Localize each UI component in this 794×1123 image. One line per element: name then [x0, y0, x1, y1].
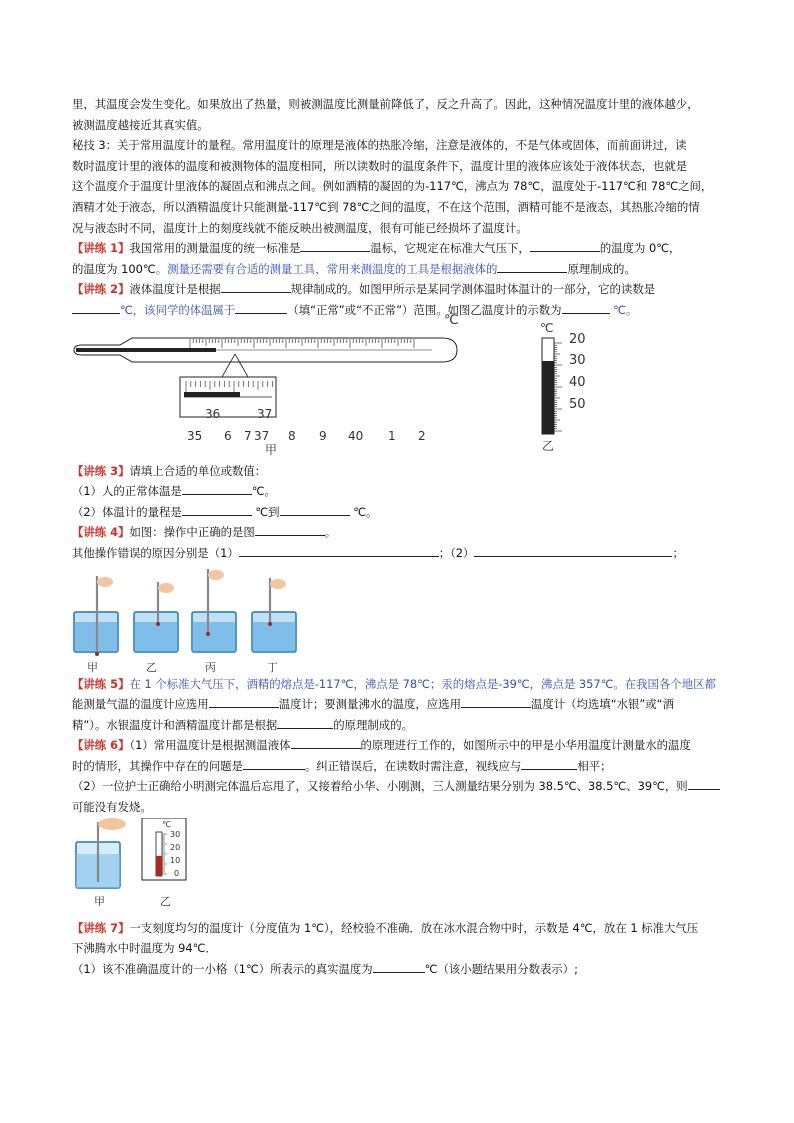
question-text: 一支刻度均匀的温度计（分度值为 1℃），经校验不准确．放在冰水混合物中时，示数是 4℃，放在 1 标准大气压 — [129, 920, 699, 935]
lab-scale-label: 20 — [569, 331, 586, 347]
scale-label: 35 — [187, 428, 203, 443]
exercise-5-cont2 — [72, 715, 722, 736]
magnified-label: 37 — [257, 406, 273, 421]
scale-label: 2 — [418, 428, 426, 443]
exercise-4 — [72, 522, 722, 543]
question-text: ； — [672, 545, 684, 560]
answer-blank[interactable] — [474, 544, 672, 557]
water — [252, 622, 296, 652]
exercise-5-cont — [72, 694, 722, 715]
clinical-thermometer-diagram — [72, 321, 722, 461]
unit-label: ℃ — [162, 819, 171, 829]
figure-thermometers — [72, 312, 722, 461]
question-text: 的原理制成的。 — [333, 717, 413, 732]
question-text: （1）该不准确温度计的一小格（1℃）所表示的真实温度为 — [72, 961, 373, 976]
beaker-caption: 乙 — [146, 660, 157, 674]
question-text: 请填上合适的单位或数值： — [129, 463, 267, 478]
question-text: 的原理进行工作的，如图所示中的甲是小华用温度计测量水的温度 — [360, 738, 691, 753]
exercise-4-cont — [72, 543, 722, 564]
water — [192, 622, 236, 652]
hand-icon — [98, 818, 126, 830]
exercise-tag: 【讲练 3】 — [72, 463, 130, 478]
question-text: ℃。 — [609, 302, 638, 317]
question-text: 我国常用的测量温度的统一标准是 — [129, 241, 301, 256]
exercise-tag: 【讲练 4】 — [72, 525, 130, 540]
answer-blank[interactable] — [291, 736, 361, 749]
question-text: 。纠正错误后，在读数时需注意，视线应与 — [304, 758, 522, 773]
lab-unit-label: ℃ — [540, 320, 554, 335]
question-text: 的温度为 0℃， — [599, 241, 681, 256]
question-text: 原理制成的。 — [567, 261, 636, 276]
answer-blank[interactable] — [72, 301, 120, 314]
magnified-mercury — [184, 392, 240, 397]
question-text: 液体温度计是根据 — [129, 282, 221, 297]
question-text: 温度计（均选填“水银”或“酒 — [530, 697, 674, 712]
question-text: 规律制成的。如图甲所示是某同学测体温时体温计的一部分，它的读数是 — [290, 282, 656, 297]
intro-line: 里，其温度会发生变化。如果放出了热量，则被测温度比测量前降低了，反之升高了。因此，这种情况温度计里的液体越少， — [72, 97, 699, 111]
exercise-6 — [72, 735, 722, 756]
question-text: ℃到 — [251, 504, 280, 519]
exercise-3-q2 — [72, 502, 722, 523]
caption-jia: 甲 — [94, 894, 105, 908]
lab-thermometer-ticks — [554, 343, 562, 431]
exercise-2 — [72, 279, 722, 300]
question-text: ℃。 — [251, 484, 276, 499]
answer-blank[interactable] — [182, 503, 252, 516]
magnified-label: 36 — [205, 406, 221, 421]
intro-line: 被测温度越接近其真实值。 — [72, 117, 209, 132]
answer-blank[interactable] — [280, 503, 350, 516]
question-text: 时的情形，其操作中存在的问题是 — [72, 758, 243, 773]
hand-icon — [158, 583, 174, 593]
scale-label: 20 — [170, 842, 181, 852]
answer-blank[interactable] — [530, 239, 600, 252]
exercise-1 — [72, 238, 722, 259]
answer-blank[interactable] — [221, 280, 291, 293]
answer-blank[interactable] — [235, 301, 287, 314]
beaker-diagram — [72, 564, 722, 674]
question-text: ℃。 — [349, 504, 378, 519]
question-text: 温度计；要测量沸水的温度，应选用 — [278, 697, 461, 712]
exercise-3 — [72, 461, 722, 482]
question-text: 能测量气温的温度计应选用 — [72, 697, 209, 712]
exercise-tag: 【讲练 6】 — [72, 738, 130, 753]
answer-blank[interactable] — [243, 757, 305, 770]
exercise-6-q2-cont — [72, 797, 722, 818]
lab-scale-label: 30 — [569, 352, 586, 368]
question-text: ℃，该同学的体温属于 — [120, 302, 236, 317]
question-text: 精”）。水银温度计和酒精温度计都是根据 — [72, 717, 278, 732]
thermometer-bulb — [206, 632, 210, 636]
caption-jia: 甲 — [265, 442, 278, 457]
lab-scale-label: 50 — [569, 396, 586, 412]
thermometer-bulb — [156, 622, 160, 626]
figure-beakers — [72, 564, 722, 674]
beaker-caption: 丁 — [267, 660, 278, 674]
question-text: （2）一位护士正确给小明测完体温后忘甩了，又接着给小华、小刚测，三人测量结果分别为 38.5℃、38.5℃、39℃，则 — [72, 779, 688, 794]
answer-blank[interactable] — [182, 482, 252, 495]
question-text: （2）体温计的量程是 — [72, 504, 182, 519]
answer-blank[interactable] — [688, 777, 720, 790]
exercise-tag: 【讲练 1】 — [72, 241, 130, 256]
exercise-7 — [72, 918, 722, 939]
exercise-7-cont — [72, 938, 722, 959]
question-text: 可能没有发烧。 — [72, 800, 152, 815]
question-text: 。 — [324, 525, 337, 540]
unit-label: ℃ — [444, 312, 459, 328]
exercise-6-cont — [72, 756, 722, 777]
beaker-caption: 甲 — [87, 660, 98, 674]
question-text: 温标，它规定在标准大气压下， — [370, 241, 530, 256]
scale-label: 10 — [170, 855, 181, 865]
question-text: ；（2） — [438, 545, 475, 560]
thermometer-liquid — [156, 856, 162, 876]
caption-yi: 乙 — [160, 894, 171, 908]
mercury-column — [76, 348, 216, 352]
question-text: 其他操作错误的原因分别是（1） — [72, 545, 239, 560]
lab-scale-label: 40 — [569, 374, 586, 390]
thermometer-bulb — [268, 622, 272, 626]
tip-line: 况与液态时不同，温度计上的刻度线就不能反映出被测温度，很有可能已经损坏了温度计。 — [72, 220, 528, 235]
tip-line: 这个温度介于温度计里液体的凝固点和沸点之间。例如酒精的凝固的为-117℃，沸点为 78℃，温度处于-117℃和 78℃之间， — [72, 179, 713, 194]
answer-blank[interactable] — [373, 960, 425, 973]
scale-label: 6 — [224, 428, 232, 443]
scale-label: 40 — [348, 428, 364, 443]
tip-line: 酒精才处于液态，所以酒精温度计只能测量-117℃到 78℃之间的温度，不在这个范围，酒精可能不是液态，其热胀冷缩的情 — [72, 199, 700, 214]
scale-label: 7 — [244, 428, 252, 443]
exercise-3-q1 — [72, 481, 722, 502]
exercise-6-q2 — [72, 776, 722, 797]
exercise-tag: 【讲练 7】 — [72, 920, 130, 935]
question-text: 的温度为 100℃ — [72, 261, 156, 276]
question-text: 相平； — [577, 758, 612, 773]
hand-icon — [97, 577, 113, 587]
question-text: 如图：操作中正确的是图 — [129, 525, 255, 540]
question-text: 下沸腾水中时温度为 94℃． — [72, 941, 217, 956]
answer-blank[interactable] — [209, 695, 279, 708]
question-text: ℃（该小题结果用分数表示）; — [424, 961, 578, 976]
answer-blank[interactable] — [562, 301, 610, 314]
hand-icon — [208, 570, 224, 580]
question-text: （填“正常”或“不正常”）范围。如图乙温度计的示数为 — [287, 302, 562, 317]
exercise-tag: 【讲练 5】 — [72, 676, 130, 691]
figure-exercise-6 — [72, 818, 722, 918]
tip-line: 数时温度计里的液体的温度和被测物体的温度相同，所以读数时的温度条件下，温度计里的液体应该处于液体状态，也就是 — [72, 158, 688, 173]
water — [134, 622, 178, 652]
question-text: 在 1 个标准大气压下，酒精的熔点是-117℃，沸点是 78℃；汞的熔点是-39℃，沸点是 357℃。在我国各个地区都 — [129, 676, 716, 691]
tip-line: 秘技 3：关于常用温度计的量程。常用温度计的原理是液体的热胀冷缩，注意是液体的，不是气体或固体，而前面讲过，读 — [72, 138, 687, 153]
answer-blank[interactable] — [239, 544, 439, 557]
scale-label: 30 — [170, 829, 181, 839]
hand-icon — [270, 579, 286, 589]
exercise-5 — [72, 674, 722, 695]
exercise-7-q1 — [72, 959, 722, 980]
answer-blank[interactable] — [255, 523, 325, 536]
question-text: （1）人的正常体温是 — [72, 484, 182, 499]
question-text: （1）常用温度计是根据测温液体 — [129, 738, 291, 753]
scale-label: 8 — [288, 428, 296, 443]
answer-blank[interactable] — [497, 260, 567, 273]
answer-blank[interactable] — [300, 239, 370, 252]
caption-yi: 乙 — [542, 438, 555, 453]
lab-thermometer-liquid — [542, 361, 554, 434]
exercise-2-cont — [72, 300, 722, 321]
question-text: 。测量还需要有合适的测量工具，常用来测温度的工具是根据液体的 — [155, 261, 498, 276]
scale-label: 37 — [254, 428, 270, 443]
scale-label: 1 — [388, 428, 396, 443]
answer-blank[interactable] — [521, 757, 577, 770]
exercise-1-cont — [72, 259, 722, 280]
document-page — [72, 94, 722, 979]
beaker-caption: 丙 — [205, 660, 216, 674]
answer-blank[interactable] — [461, 695, 531, 708]
scale-label: 9 — [319, 428, 327, 443]
scale-label: 0 — [174, 868, 180, 878]
thermometer-bulb — [95, 652, 99, 656]
answer-blank[interactable] — [277, 716, 333, 729]
exercise-tag: 【讲练 2】 — [72, 282, 130, 297]
